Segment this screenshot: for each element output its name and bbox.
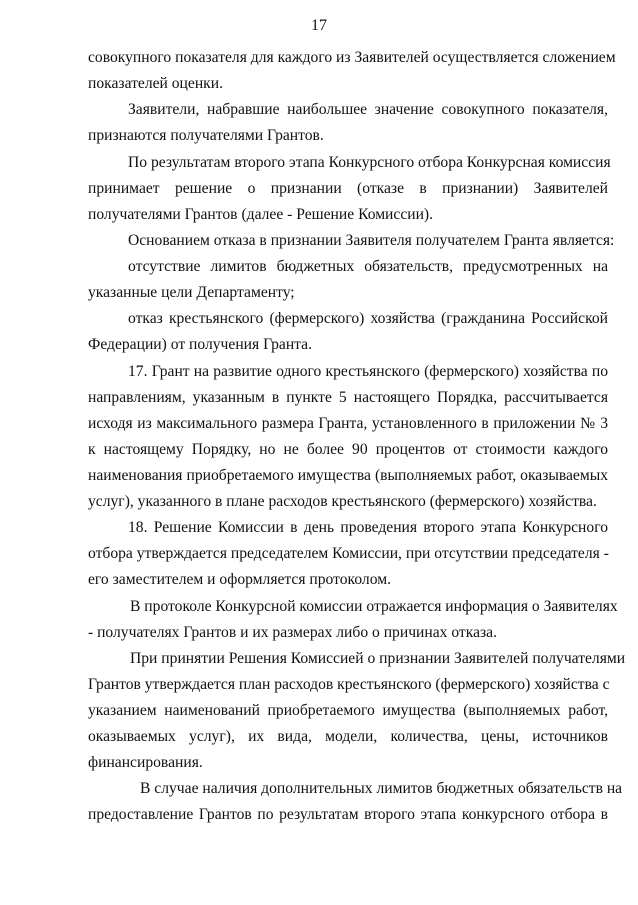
text-line: отсутствие лимитов бюджетных обязательств, предусмотренных на — [128, 258, 608, 275]
text-line: оказываемых услуг), их вида, модели, количества, цены, источников — [88, 728, 608, 745]
text-line: исходя из максимального размера Гранта, установленного в приложении № 3 — [88, 415, 608, 432]
text-line: Грантов утверждается план расходов крестьянского (фермерского) хозяйства с — [88, 676, 610, 693]
text-line: признаются получателями Грантов. — [88, 127, 324, 144]
text-line: направлениям, указанным в пункте 5 настоящего Порядка, рассчитывается — [88, 389, 608, 406]
text-line: отказ крестьянского (фермерского) хозяйства (гражданина Российской — [128, 310, 608, 327]
text-line: При принятии Решения Комиссией о признании Заявителей получателями — [130, 650, 626, 667]
text-line: По результатам второго этапа Конкурсного отбора Конкурсная комиссия — [128, 154, 611, 171]
text-line: Заявители, набравшие наибольшее значение совокупного показателя, — [128, 101, 608, 118]
text-line: наименования приобретаемого имущества (выполняемых работ, оказываемых — [88, 467, 608, 484]
text-line: - получателях Грантов и их размерах либо о причинах отказа. — [88, 624, 497, 641]
text-line: Основанием отказа в признании Заявителя получателем Гранта является: — [128, 232, 615, 249]
text-line: его заместителем и оформляется протоколом. — [88, 571, 391, 588]
text-line: финансирования. — [88, 754, 203, 771]
text-line: к настоящему Порядку, но не более 90 процентов от стоимости каждого — [88, 441, 608, 458]
text-line: отбора утверждается председателем Комиссии, при отсутствии председателя - — [88, 545, 609, 562]
text-line: Федерации) от получения Гранта. — [88, 336, 312, 353]
text-line: указанием наименований приобретаемого имущества (выполняемых работ, — [88, 702, 608, 719]
text-line: 17. Грант на развитие одного крестьянского (фермерского) хозяйства по — [128, 363, 608, 380]
text-line: услуг), указанного в плане расходов крестьянского (фермерского) хозяйства. — [88, 493, 597, 510]
page-number: 17 — [311, 17, 327, 34]
text-line: 18. Решение Комиссии в день проведения второго этапа Конкурсного — [128, 519, 608, 536]
text-line: показателей оценки. — [88, 75, 223, 92]
text-line: принимает решение о признании (отказе в признании) Заявителей — [88, 180, 608, 197]
text-line: предоставление Грантов по результатам второго этапа конкурсного отбора в — [88, 806, 608, 823]
text-line: указанные цели Департаменту; — [88, 284, 295, 301]
text-line: В протоколе Конкурсной комиссии отражается информация о Заявителях — [130, 598, 618, 615]
text-line: В случае наличия дополнительных лимитов бюджетных обязательств на — [140, 780, 623, 797]
text-line: получателями Грантов (далее - Решение Комиссии). — [88, 206, 434, 223]
text-line: совокупного показателя для каждого из Заявителей осуществляется сложением — [88, 49, 616, 66]
